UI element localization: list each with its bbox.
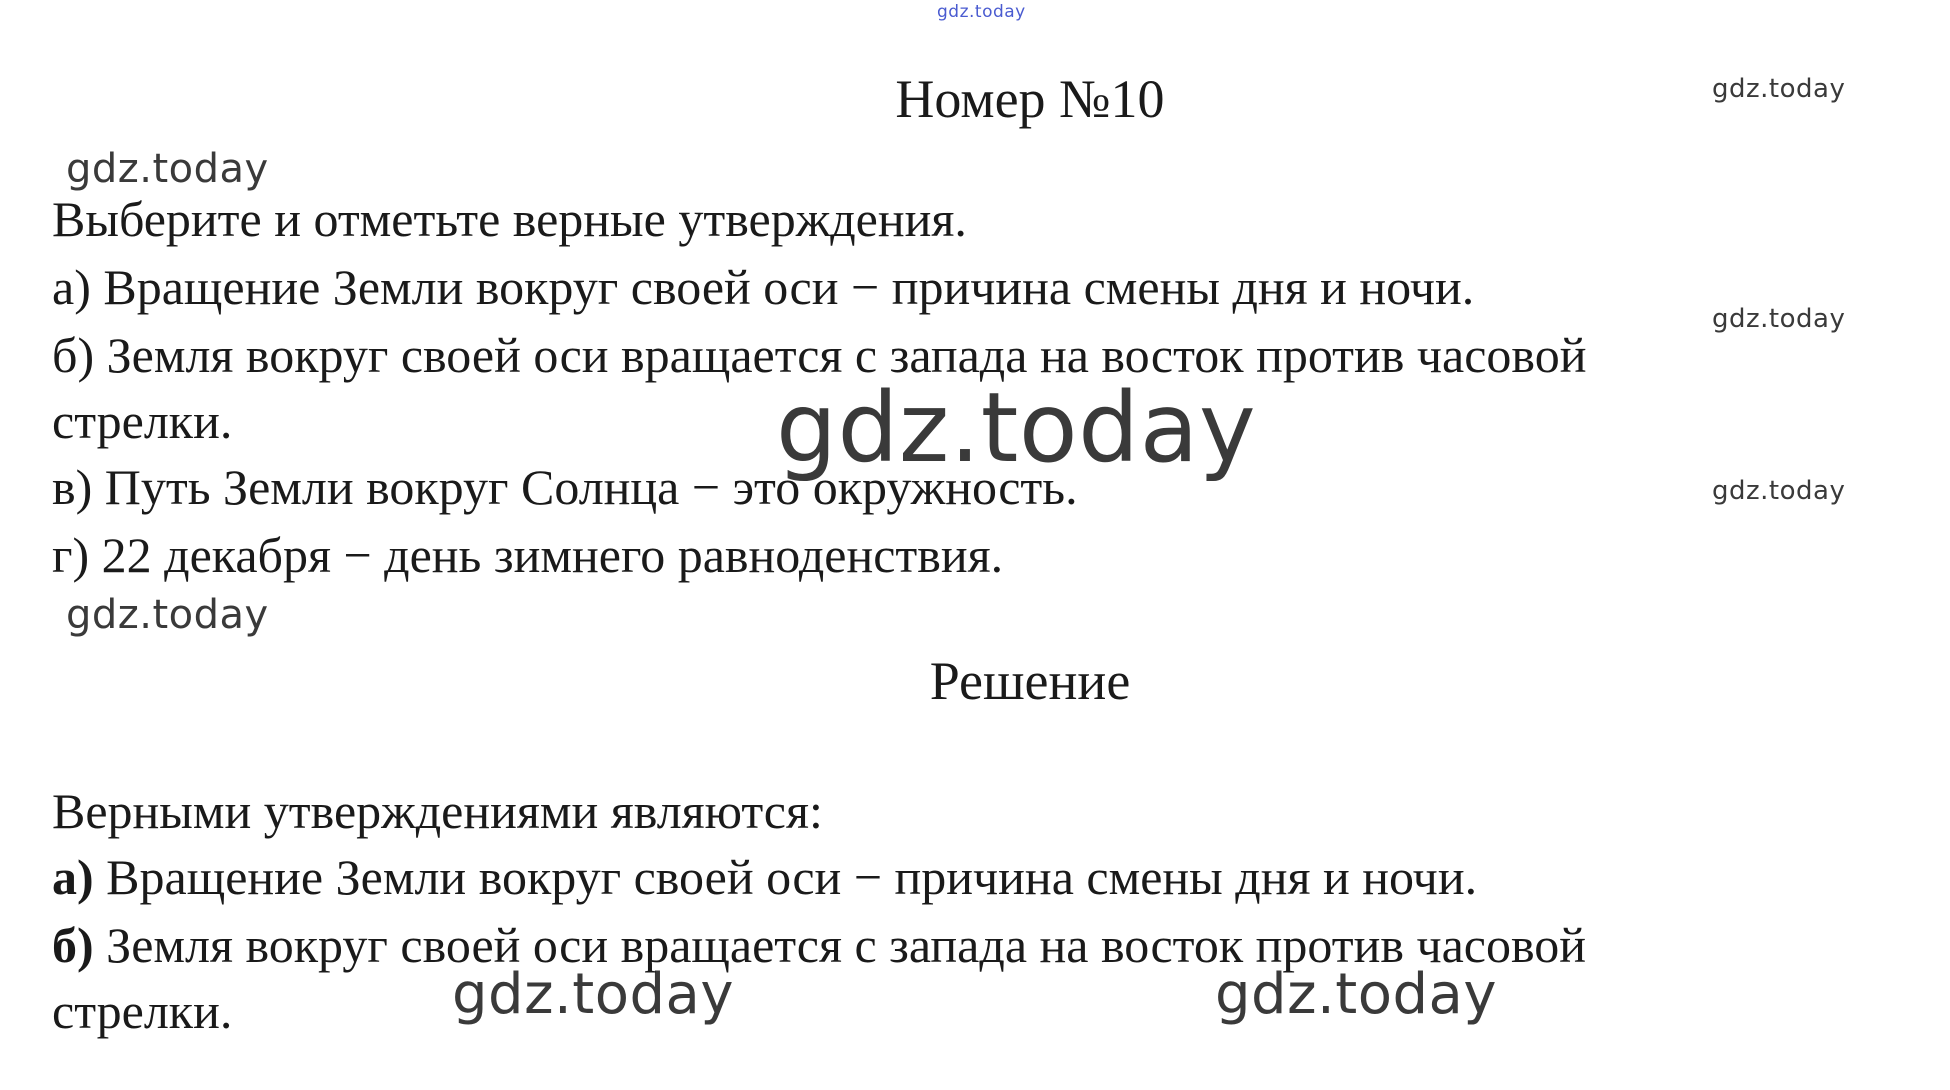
statement-g: г) 22 декабря − день зимнего равноденствия.	[52, 527, 1004, 583]
answer-b-continuation: стрелки.	[52, 983, 233, 1039]
watermark: gdz.today	[1712, 74, 1846, 104]
watermark: gdz.today	[1712, 304, 1846, 334]
watermark: gdz.today	[1215, 962, 1498, 1027]
statement-b-continuation: стрелки.	[52, 393, 233, 449]
watermark: gdz.today	[1712, 476, 1846, 506]
answer-a	[52, 849, 1478, 905]
answer-a-letter: а)	[52, 849, 94, 905]
answer-b	[52, 917, 1587, 973]
answer-b-text: Земля вокруг своей оси вращается с запада на восток против часовой	[93, 917, 1587, 973]
statement-b: б) Земля вокруг своей оси вращается с запада на восток против часовой	[52, 327, 1587, 383]
answer-b-letter: б)	[52, 917, 94, 973]
statement-v: в) Путь Земли вокруг Солнца − это окружность.	[52, 459, 1078, 515]
watermark: gdz.today	[66, 146, 269, 192]
watermark-top: gdz.today	[937, 2, 1026, 22]
statement-a: а) Вращение Земли вокруг своей оси − причина смены дня и ночи.	[52, 259, 1475, 315]
task-title: Номер №10	[895, 69, 1165, 129]
solution-title: Решение	[929, 651, 1131, 711]
watermark: gdz.today	[452, 962, 735, 1027]
task-prompt: Выберите и отметьте верные утверждения.	[52, 191, 967, 247]
watermark: gdz.today	[66, 592, 269, 638]
watermark-large: gdz.today	[776, 372, 1257, 484]
answer-a-text: Вращение Земли вокруг своей оси − причина смены дня и ночи.	[93, 849, 1478, 905]
solution-intro: Верными утверждениями являются:	[52, 783, 823, 839]
